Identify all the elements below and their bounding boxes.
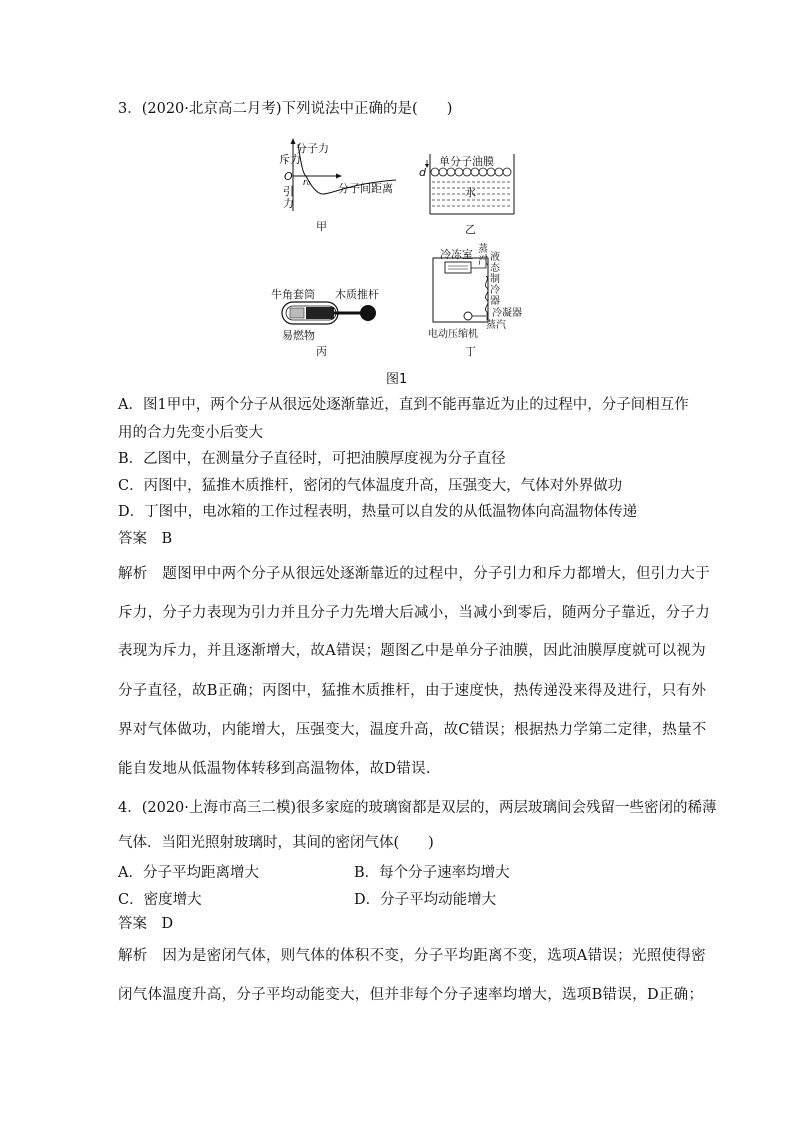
- q4-analysis-line-1: 解析 因为是密闭气体，则气体的体积不变，分子平均距离不变，选项A错误；光照使得密: [118, 948, 706, 964]
- yi-film-label: 单分子油膜: [439, 155, 494, 168]
- q4-answer: 答案 D: [118, 916, 174, 932]
- q4-analysis-line-2: 闭气体温度升高，分子平均动能变大，但并非每个分子速率均增大，选项B错误，D正确；: [118, 987, 704, 1003]
- jia-attraction-label-1: 引: [283, 185, 294, 198]
- q3-analysis-line-4: 分子直径，故B正确；丙图中，猛推木质推杆，由于速度快，热传递没来得及进行，只有外: [118, 683, 707, 699]
- yi-caption: 乙: [465, 223, 476, 236]
- jia-caption: 甲: [316, 220, 327, 233]
- ding-refrigerant-4: 冷: [490, 285, 500, 296]
- yi-d-label: d: [419, 166, 426, 179]
- q3-option-a-line-1: A．图1甲中，两个分子从很远处逐渐靠近，直到不能再靠近为止的过程中，分子间相互作: [118, 397, 689, 413]
- q4-option-b: B．每个分子速率均增大: [354, 865, 510, 881]
- jia-r0-label: r₀: [303, 178, 311, 188]
- jia-y-axis-label: 分子力: [296, 142, 329, 155]
- q3-answer: 答案 B: [118, 531, 173, 547]
- q3-analysis-line-6: 能自发地从低温物体转移到高温物体，故D错误.: [118, 761, 431, 777]
- q3-option-a-line-2: 用的合力先变小后变大: [118, 425, 263, 441]
- ding-compressor-label: 电动压缩机: [428, 329, 478, 340]
- q3-option-c: C．丙图中，猛推木质推杆，密闭的气体温度升高，压强变大，气体对外界做功: [118, 478, 623, 494]
- ding-refrigerant-5: 器: [490, 296, 500, 307]
- q4-option-c: C．密度增大: [118, 892, 202, 908]
- q3-analysis-line-2: 斥力，分子力表现为引力并且分子力先增大后减小，当减小到零后，随两分子靠近，分子力: [118, 605, 710, 621]
- ding-refrigerant-2: 态: [490, 263, 500, 274]
- bing-sleeve-label: 牛角套筒: [271, 288, 315, 301]
- figure-caption: 图1: [386, 372, 408, 387]
- ding-vapor-top-1: 蒸: [478, 244, 488, 255]
- bing-fuel-label: 易燃物: [282, 329, 315, 342]
- ding-freezer-label: 冷冻室: [440, 248, 473, 261]
- bing-rod-label: 木质推杆: [335, 288, 379, 301]
- jia-repulsion-label: 斥力: [279, 153, 301, 166]
- ding-refrigerant-3: 制: [490, 274, 500, 285]
- q4-stem-line-1: 4．(2020·上海市高三二模)很多家庭的玻璃窗都是双层的，两层玻璃间会残留一些密闭的稀薄: [118, 800, 717, 816]
- q3-analysis-line-1: 解析 题图甲中两个分子从很远处逐渐靠近的过程中，分子引力和斥力都增大，但引力大于: [118, 566, 710, 582]
- jia-x-axis-label: 分子间距离: [338, 182, 393, 195]
- q3-stem: 3．(2020·北京高二月考)下列说法中正确的是( ): [118, 101, 453, 117]
- ding-refrigerant-1: 液: [490, 252, 500, 263]
- ding-caption: 丁: [465, 345, 476, 358]
- ding-condenser-label: 冷凝器: [492, 308, 522, 319]
- q3-option-d: D．丁图中，电冰箱的工作过程表明，热量可以自发的从低温物体向高温物体传递: [118, 504, 638, 520]
- q3-option-b: B．乙图中，在测量分子直径时，可把油膜厚度视为分子直径: [118, 451, 506, 467]
- bing-caption: 丙: [316, 345, 327, 358]
- q4-option-a: A．分子平均距离增大: [118, 865, 259, 881]
- q4-option-d: D．分子平均动能增大: [354, 892, 497, 908]
- ding-vapor-bottom-label: 蒸汽: [486, 320, 506, 331]
- jia-origin-label: O: [284, 170, 293, 183]
- q4-stem-line-2: 气体．当阳光照射玻璃时，其间的密闭气体( ): [118, 835, 434, 851]
- q3-analysis-line-3: 表现为斥力，并且逐渐增大，故A错误；题图乙中是单分子油膜，因此油膜厚度就可以视为: [118, 643, 706, 659]
- ding-vapor-top-2: 汽: [478, 256, 488, 267]
- q3-analysis-line-5: 界对气体做功，内能增大，压强变大，温度升高，故C错误；根据热力学第二定律，热量不: [118, 722, 707, 738]
- yi-water-label: 水: [465, 186, 476, 199]
- jia-attraction-label-2: 力: [283, 197, 294, 210]
